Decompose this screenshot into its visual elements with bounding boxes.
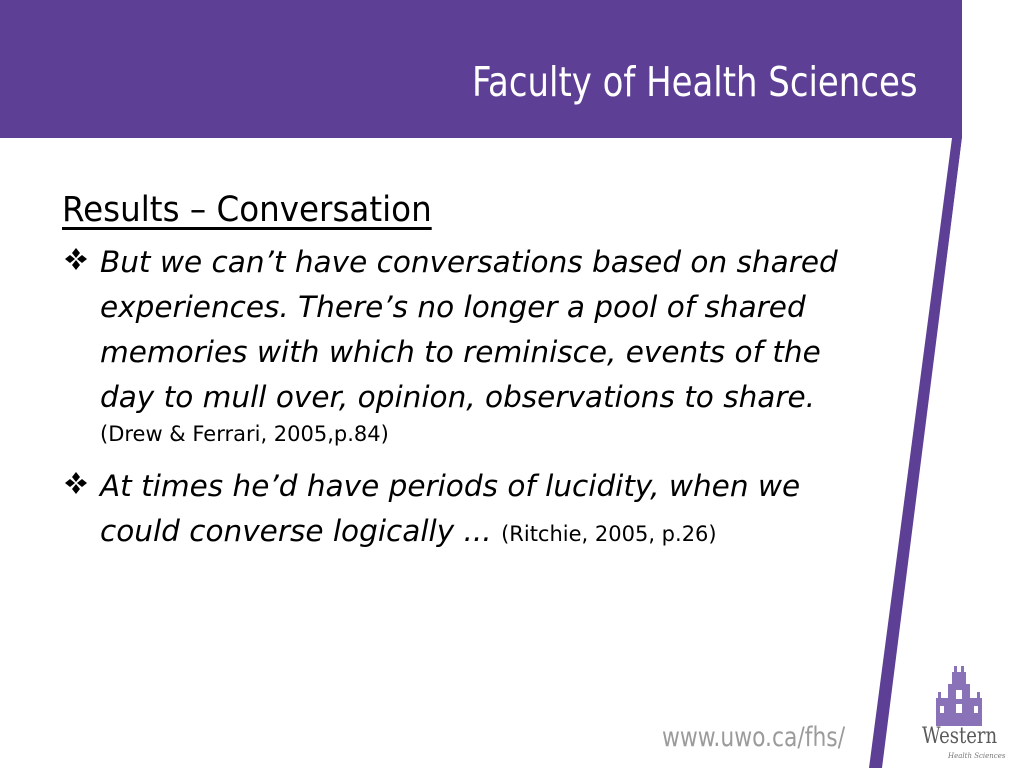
diamond-bullet-icon: [62, 245, 90, 273]
diamond-bullet-icon: [62, 469, 90, 497]
website-url: www.uwo.ca/fhs/: [662, 722, 846, 753]
bullet-quote: At times he’d have periods of lucidity, when we could converse logically ...: [100, 469, 801, 548]
bullet-item: [62, 240, 862, 450]
western-logo-wordmark: Western: [922, 724, 998, 749]
slide-content: [62, 190, 862, 571]
western-logo-subtitle: Health Sciences: [948, 752, 1006, 760]
western-tower-logo: [918, 664, 1014, 764]
bullet-quote: But we can’t have conversations based on shared experiences. There’s no longer a pool of shared memories with which to reminisce, events of the day to mull over, opinion, observations to share.: [100, 245, 838, 414]
slide-heading: Results – Conversation: [62, 190, 432, 230]
bullet-citation: (Ritchie, 2005, p.26): [501, 522, 717, 546]
bullet-item: [62, 464, 862, 557]
faculty-title: Faculty of Health Sciences: [472, 58, 918, 106]
bullet-citation: (Drew & Ferrari, 2005,p.84): [100, 422, 389, 446]
